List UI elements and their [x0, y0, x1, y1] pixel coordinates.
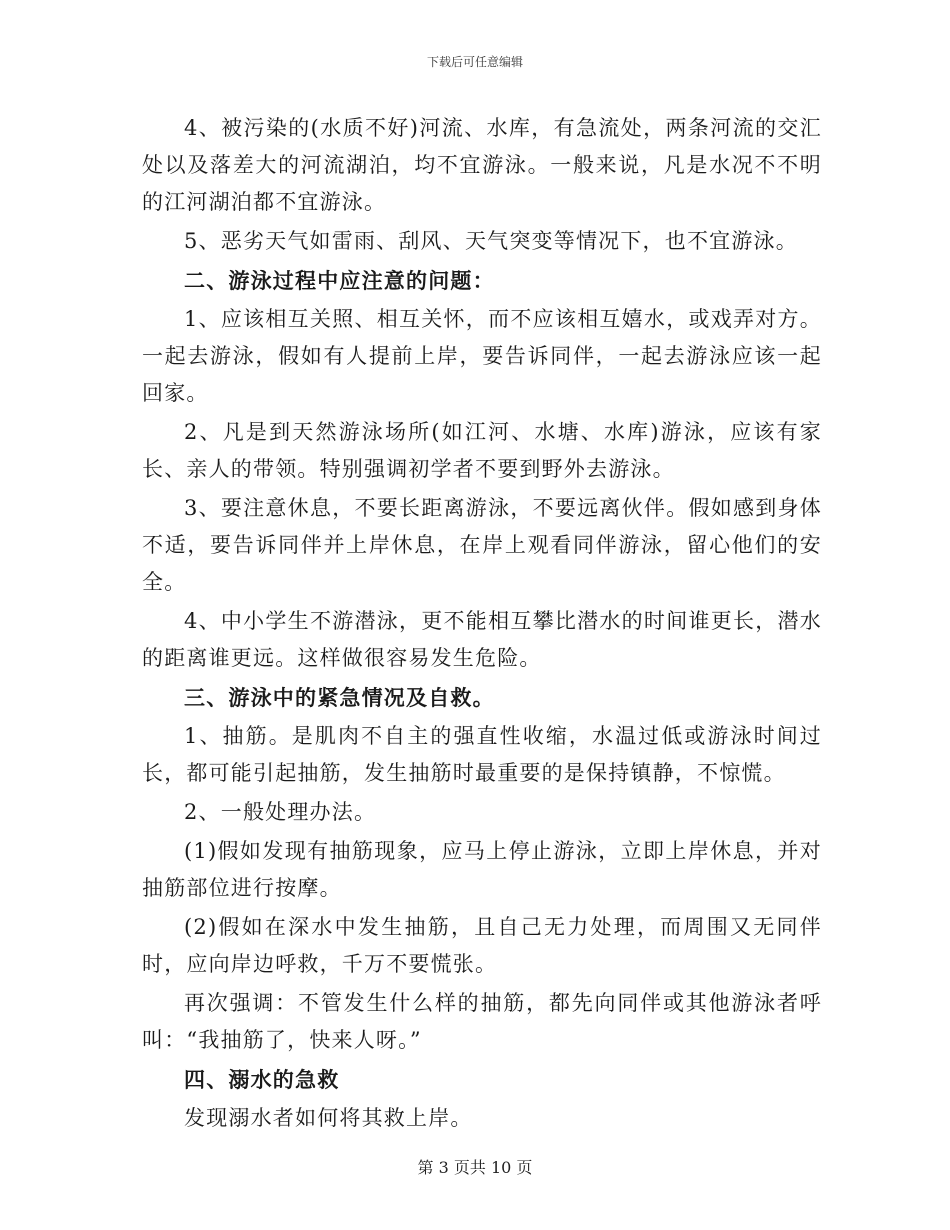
paragraph-bad-weather: 5、恶劣天气如雷雨、刮风、天气突变等情况下，也不宜游泳。 — [184, 229, 798, 253]
header-note: 下载后可任意编辑 — [426, 55, 523, 69]
paragraph-no-diving: 4、中小学生不游潜泳，更不能相互攀比潜水的时间谁更长，潜水的距离谁更远。这样做很容易发生危险。 — [142, 609, 822, 670]
paragraph-mutual-care: 1、应该相互关照、相互关怀，而不应该相互嬉水，或戏弄对方。一起去游泳，假如有人提前上岸，要告诉同伴，一起去游泳应该一起回家。 — [142, 307, 822, 405]
paragraph-rest: 3、要注意休息，不要长距离游泳，不要远离伙伴。假如感到身体不适，要告诉同伴并上岸休息，在岸上观看同伴游泳，留心他们的安全。 — [142, 496, 822, 594]
document-body — [142, 110, 822, 1139]
section-heading-3: 三、游泳中的紧急情况及自救。 — [184, 685, 495, 710]
paragraph-handling-1: (1)假如发现有抽筋现象，应马上停止游泳，立即上岸休息，并对抽筋部位进行按摩。 — [142, 839, 822, 900]
paragraph-handling-2: (2)假如在深水中发生抽筋，且自己无力处理，而周围又无同伴时，应向岸边呼救，千万不要慌张。 — [142, 915, 822, 976]
paragraph-cramp: 1、抽筋。是肌肉不自主的强直性收缩，水温过低或游泳时间过长，都可能引起抽筋，发生抽筋时最重要的是保持镇静，不惊慌。 — [142, 724, 822, 785]
paragraph-general-handling: 2、一般处理办法。 — [184, 800, 377, 824]
section-heading-2: 二、游泳过程中应注意的问题： — [184, 268, 495, 293]
section-heading-4: 四、溺水的急救 — [184, 1067, 340, 1092]
paragraph-polluted-water: 4、被污染的(水质不好)河流、水库，有急流处，两条河流的交汇处以及落差大的河流湖泊，均不宜游泳。一般来说，凡是水况不不明的江河湖泊都不宜游泳。 — [142, 116, 822, 214]
page-number: 第 3 页共 10 页 — [417, 1158, 533, 1177]
paragraph-emphasis: 再次强调：不管发生什么样的抽筋，都先向同伴或其他游泳者呼叫：“我抽筋了，快来人呀。” — [142, 991, 822, 1052]
paragraph-rescue: 发现溺水者如何将其救上岸。 — [184, 1106, 473, 1130]
paragraph-natural-sites: 2、凡是到天然游泳场所(如江河、水塘、水库)游泳，应该有家长、亲人的带领。特别强调初学者不要到野外去游泳。 — [142, 420, 822, 481]
